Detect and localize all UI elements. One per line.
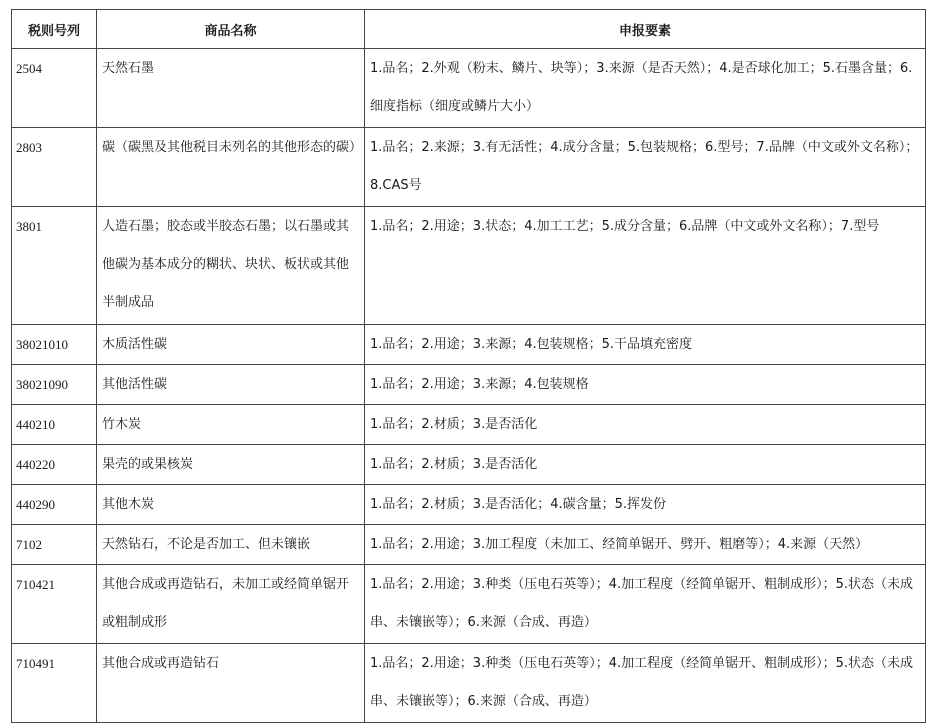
- tariff-code: 2504: [12, 49, 97, 128]
- table-row: [12, 485, 926, 525]
- declaration-elements-table: [11, 9, 926, 723]
- tariff-code: 440220: [12, 445, 97, 485]
- declaration-elements: 1.品名；2.来源；3.有无活性；4.成分含量；5.包装规格；6.型号；7.品牌（中文或外文名称）；8.CAS号: [365, 128, 926, 207]
- product-name: 碳（碳黑及其他税目未列名的其他形态的碳）: [97, 128, 365, 207]
- product-name: 天然钻石，不论是否加工、但未镶嵌: [97, 525, 365, 565]
- table-row: [12, 365, 926, 405]
- declaration-elements: 1.品名；2.材质；3.是否活化: [365, 445, 926, 485]
- table-row: [12, 207, 926, 325]
- tariff-code: 440210: [12, 405, 97, 445]
- table-row: [12, 128, 926, 207]
- product-name: 其他合成或再造钻石，未加工或经简单锯开或粗制成形: [97, 565, 365, 644]
- header-tariff-code: 税则号列: [12, 10, 97, 49]
- product-name: 其他合成或再造钻石: [97, 644, 365, 723]
- declaration-elements: 1.品名；2.外观（粉末、鳞片、块等）；3.来源（是否天然）；4.是否球化加工；5.石墨含量；6.细度指标（细度或鳞片大小）: [365, 49, 926, 128]
- tariff-code: 710491: [12, 644, 97, 723]
- table-row: [12, 525, 926, 565]
- tariff-code: 7102: [12, 525, 97, 565]
- table-row: [12, 325, 926, 365]
- table-row: [12, 49, 926, 128]
- tariff-code: 3801: [12, 207, 97, 325]
- product-name: 人造石墨；胶态或半胶态石墨；以石墨或其他碳为基本成分的糊状、块状、板状或其他半制成品: [97, 207, 365, 325]
- table-row: [12, 405, 926, 445]
- product-name: 其他活性碳: [97, 365, 365, 405]
- header-declaration-elements: 申报要素: [365, 10, 926, 49]
- table-header-row: [12, 10, 926, 49]
- tariff-code: 710421: [12, 565, 97, 644]
- declaration-elements: 1.品名；2.用途；3.来源；4.包装规格；5.干品填充密度: [365, 325, 926, 365]
- table-row: [12, 445, 926, 485]
- declaration-elements: 1.品名；2.材质；3.是否活化；4.碳含量；5.挥发份: [365, 485, 926, 525]
- product-name: 竹木炭: [97, 405, 365, 445]
- tariff-code: 2803: [12, 128, 97, 207]
- product-name: 其他木炭: [97, 485, 365, 525]
- product-name: 木质活性碳: [97, 325, 365, 365]
- tariff-code: 38021090: [12, 365, 97, 405]
- table-row: [12, 565, 926, 644]
- header-product-name: 商品名称: [97, 10, 365, 49]
- declaration-elements: 1.品名；2.用途；3.种类（压电石英等）；4.加工程度（经简单锯开、粗制成形）；5.状态（未成串、未镶嵌等）；6.来源（合成、再造）: [365, 565, 926, 644]
- tariff-code: 38021010: [12, 325, 97, 365]
- declaration-elements: 1.品名；2.用途；3.加工程度（未加工、经简单锯开、劈开、粗磨等）；4.来源（天然）: [365, 525, 926, 565]
- declaration-elements: 1.品名；2.用途；3.种类（压电石英等）；4.加工程度（经简单锯开、粗制成形）；5.状态（未成串、未镶嵌等）；6.来源（合成、再造）: [365, 644, 926, 723]
- product-name: 果壳的或果核炭: [97, 445, 365, 485]
- declaration-elements: 1.品名；2.用途；3.状态；4.加工工艺；5.成分含量；6.品牌（中文或外文名称）；7.型号: [365, 207, 926, 325]
- table-row: [12, 644, 926, 723]
- declaration-elements: 1.品名；2.材质；3.是否活化: [365, 405, 926, 445]
- declaration-elements: 1.品名；2.用途；3.来源；4.包装规格: [365, 365, 926, 405]
- product-name: 天然石墨: [97, 49, 365, 128]
- tariff-code: 440290: [12, 485, 97, 525]
